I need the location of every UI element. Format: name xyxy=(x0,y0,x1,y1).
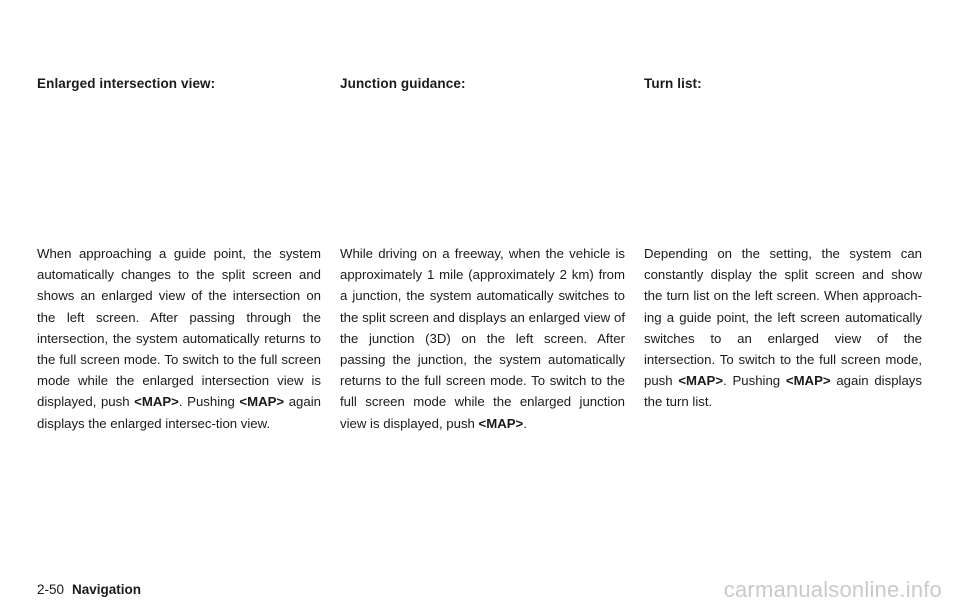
paragraph-enlarged-intersection xyxy=(37,243,321,434)
text-run: . Pushing xyxy=(723,373,786,389)
page-footer xyxy=(37,582,141,597)
text-run: . Pushing xyxy=(178,394,240,410)
heading-enlarged-intersection-view: Enlarged intersection view: xyxy=(37,76,216,91)
column-junction-guidance-text xyxy=(340,243,625,434)
text-run: . xyxy=(523,415,527,431)
map-key-label: <MAP> xyxy=(239,394,285,410)
map-key-label: <MAP> xyxy=(134,394,179,410)
heading-junction-guidance: Junction guidance: xyxy=(340,76,466,91)
watermark: carmanualsonline.info xyxy=(723,577,942,602)
text-run: again displays the turn list. xyxy=(644,373,922,410)
text-run: Depending on the setting, the system can constantly display the split screen and show the turn list on the left screen. When approach-ing a guide point, the left screen automatically switches to an enlarged view of the intersection. To switch to the full screen mode, push xyxy=(644,246,922,389)
paragraph-junction-guidance xyxy=(340,243,625,434)
column-enlarged-intersection-text xyxy=(37,243,321,434)
text-run: While driving on a freeway, when the vehicle is approximately 1 mile (approximately 2 km) from a junction, the system automatically switches to the split screen and displays an enlarged view of the junction (3D) on the left screen. After passing the junction, the system automatically returns to the full screen mode. To switch to the full screen mode while the enlarged junction view is displayed, push xyxy=(340,246,625,431)
page-number: 2-50 xyxy=(37,582,65,597)
text-run: again displays the enlarged intersec-tion view. xyxy=(37,394,321,431)
map-key-label: <MAP> xyxy=(785,373,831,389)
column-turn-list-text xyxy=(644,243,922,413)
section-title: Navigation xyxy=(72,582,142,597)
text-run: When approaching a guide point, the system automatically changes to the split screen and shows an enlarged view of the intersection on the left screen. After passing through the intersection, the system automatically returns to the full screen mode. To switch to the full screen mode while the enlarged intersection view is displayed, push xyxy=(37,246,321,410)
map-key-label: <MAP> xyxy=(478,415,524,431)
heading-turn-list: Turn list: xyxy=(644,76,702,91)
paragraph-turn-list xyxy=(644,243,922,413)
map-key-label: <MAP> xyxy=(678,373,724,389)
